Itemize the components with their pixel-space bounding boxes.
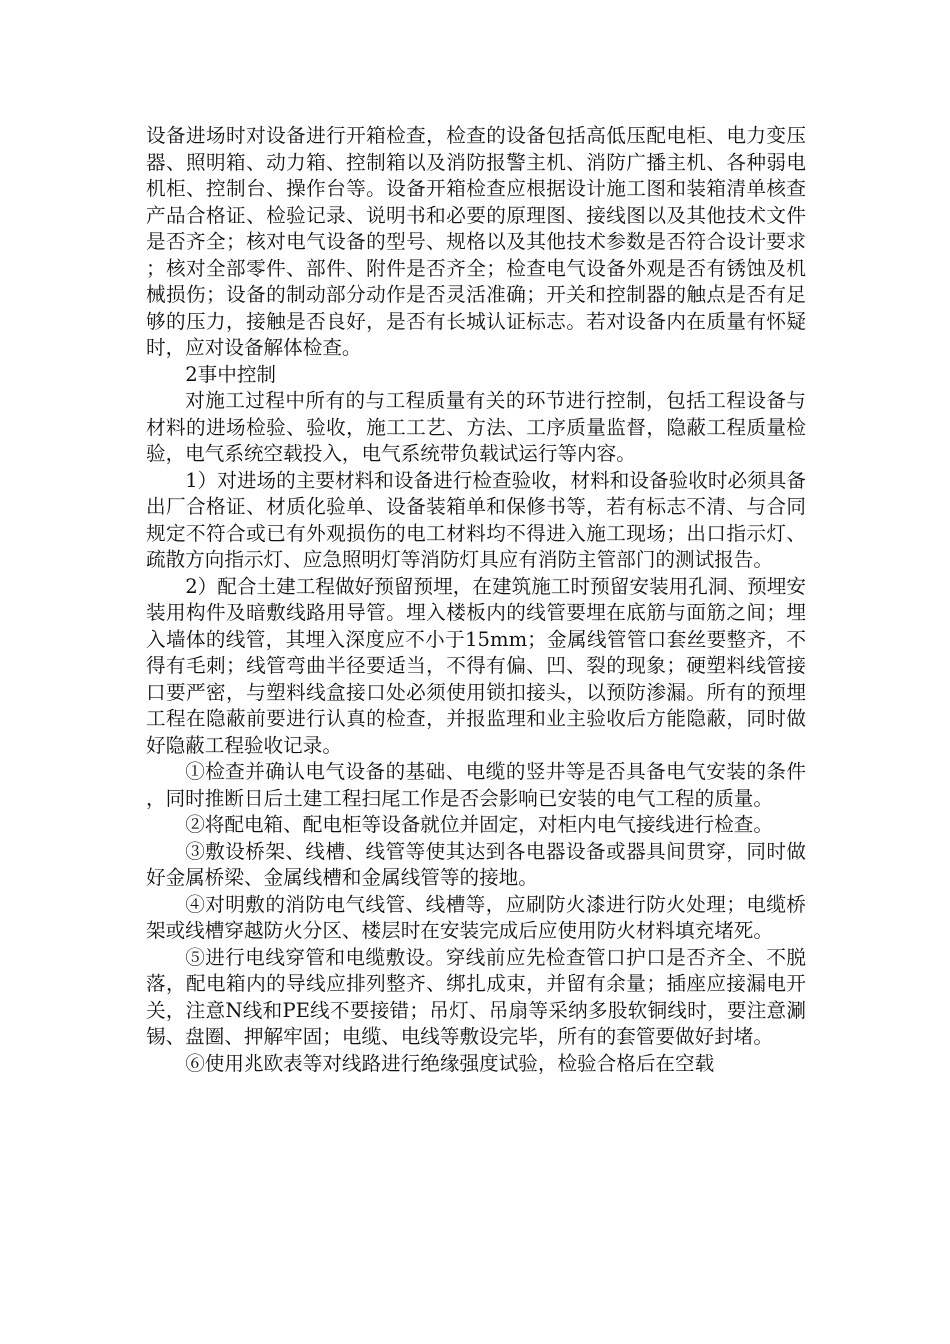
paragraph-step-2-cabinet-placement: ②将配电箱、配电柜等设备就位并固定，对柜内电气接线进行检查。 <box>185 813 773 836</box>
paragraph-step-5-wiring: ⑤进行电线穿管和电缆敷设。穿线前应先检查管口护口是否齐全、不脱落，配电箱内的导线应排列整齐、绑扎成束，并留有余量；插座应接漏电开关，注意N线和PE线不要接错；吊灯、吊扇等采纳多股软铜线时，要注意涮锡、盘圈、押解牢固；电缆、电线等敷设完毕，所有的套管要做好封堵。 <box>146 945 806 1048</box>
paragraph-step-6-insulation-test: ⑥使用兆欧表等对线路进行绝缘强度试验，检验合格后在空载 <box>185 1051 715 1075</box>
paragraph-step-4-fireproofing: ④对明敷的消防电气线管、线槽等，应刷防火漆进行防火处理；电缆桥架或线槽穿越防火分区、楼层时在安装完成后应使用防火材料填充堵死。 <box>146 892 806 942</box>
paragraph-item-1-material-inspection: 1）对进场的主要材料和设备进行检查验收，材料和设备验收时必须具备出厂合格证、材质化验单、设备装箱单和保修书等，若有标志不清、与合同规定不符合或已有外观损伤的电工材料均不得进入施工现场；出口指示灯、疏散方向指示灯、应急照明灯等消防灯具应有消防主管部门的测试报告。 <box>146 468 806 571</box>
paragraph-equipment-unpacking: 设备进场时对设备进行开箱检查，检查的设备包括高低压配电柜、电力变压器、照明箱、动力箱、控制箱以及消防报警主机、消防广播主机、各种弱电机柜、控制台、操作台等。设备开箱检查应根据设计施工图和装箱清单核查产品合格证、检验记录、说明书和必要的原理图、接线图以及其他技术文件是否齐全；核对电气设备的型号、规格以及其他技术参数是否符合设计要求；核对全部零件、部件、附件是否齐全；检查电气设备外观是否有锈蚀及机械损伤；设备的制动部分动作是否灵活准确；开关和控制器的触点是否有足够的压力，接触是否良好，是否有长城认证标志。若对设备内在质量有怀疑时，应对设备解体检查。 <box>146 124 806 359</box>
paragraph-item-2-embedded-works: 2）配合土建工程做好预留预埋，在建筑施工时预留安装用孔洞、预埋安装用构件及暗敷线路用导管。埋入楼板内的线管要埋在底筋与面筋之间；埋入墙体的线管，其埋入深度应不小于15mm；金属线管管口套丝要整齐，不得有毛刺；线管弯曲半径要适当，不得有偏、凹、裂的现象；硬塑料线管接口要严密，与塑料线盒接口处必须使用锁扣接头，以预防渗漏。所有的预埋工程在隐蔽前要进行认真的检查，并报监理和业主验收后方能隐蔽，同时做好隐蔽工程验收记录。 <box>146 574 806 757</box>
paragraph-process-control-scope: 对施工过程中所有的与工程质量有关的环节进行控制，包括工程设备与材料的进场检验、验收，施工工艺、方法、工序质量监督，隐蔽工程质量检验，电气系统空载投入，电气系统带负载试运行等内容。 <box>146 389 806 465</box>
section-heading-in-process-control: 2事中控制 <box>185 362 277 386</box>
paragraph-step-3-cable-tray: ③敷设桥架、线槽、线管等使其达到各电器设备或器具间贯穿，同时做好金属桥梁、金属线槽和金属线管等的接地。 <box>146 839 806 889</box>
document-page <box>146 123 806 1077</box>
paragraph-step-1-foundation-check: ①检查并确认电气设备的基础、电缆的竖井等是否具备电气安装的条件，同时推断日后土建工程扫尾工作是否会影响已安装的电气工程的质量。 <box>146 760 806 810</box>
